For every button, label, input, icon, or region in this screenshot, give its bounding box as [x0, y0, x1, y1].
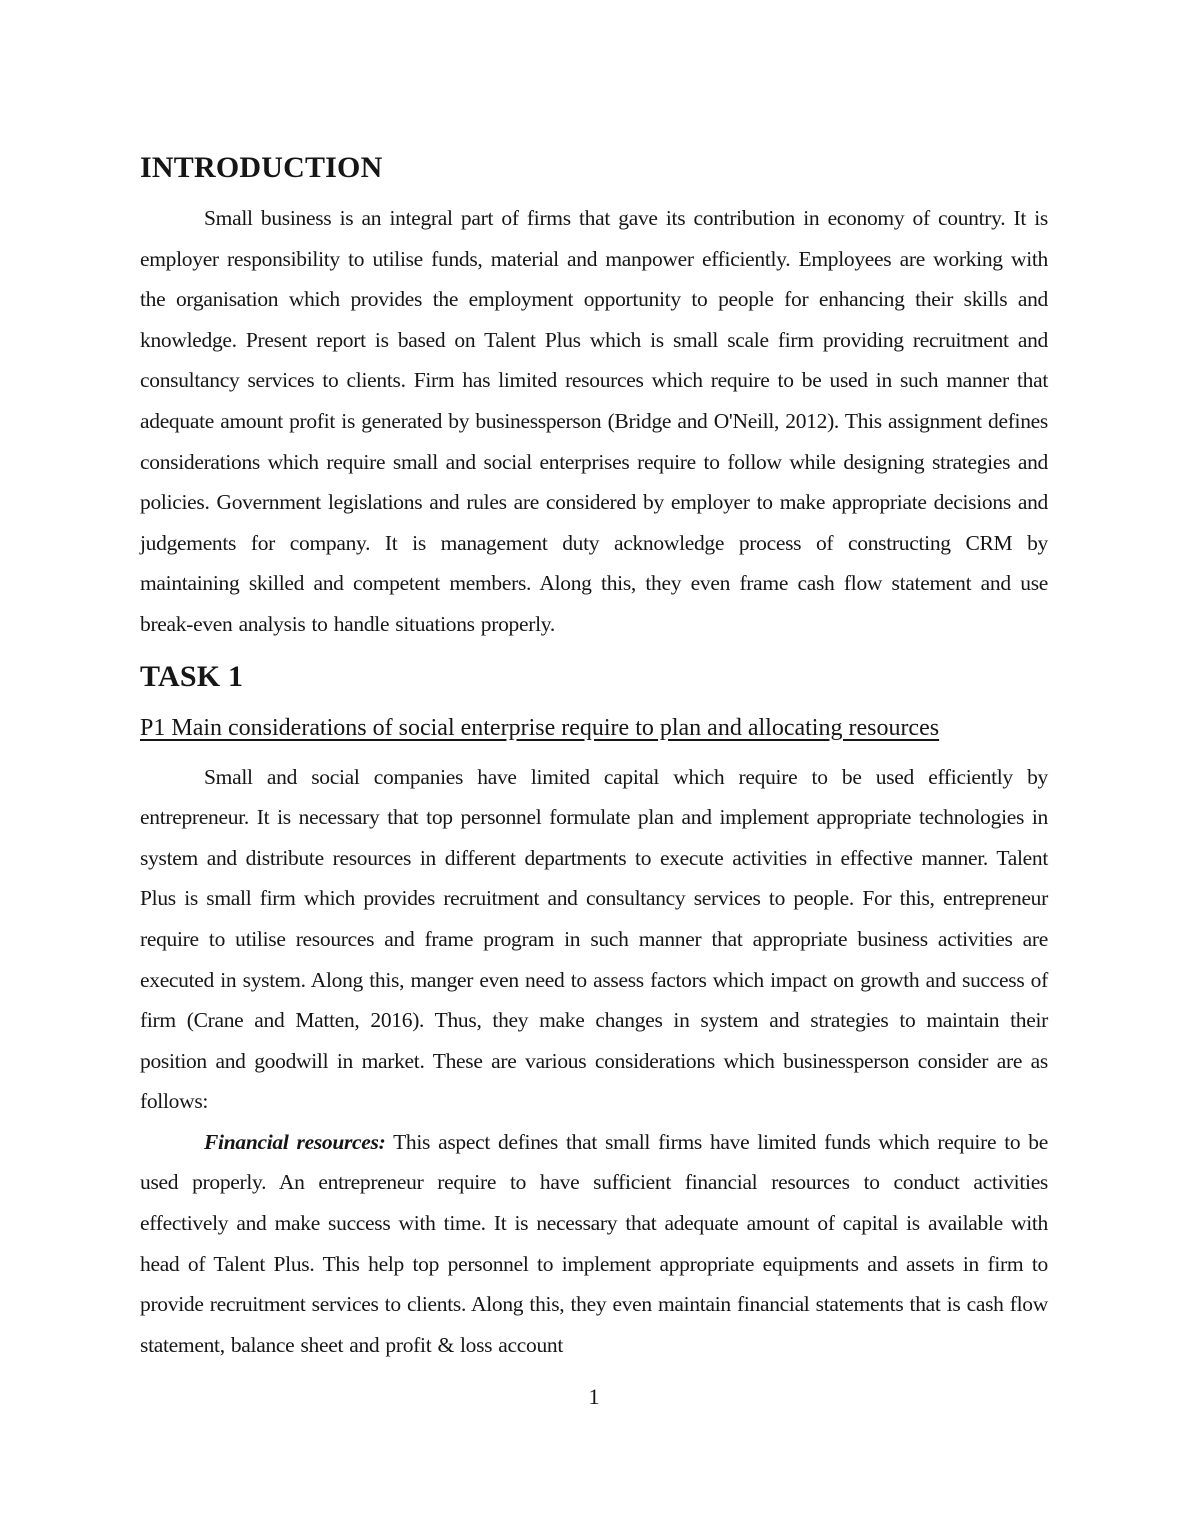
financial-resources-text: This aspect defines that small firms have limited funds which require to be used properly. An entrepreneur require to have sufficient financial resources to conduct activities effectively and make success with time. It is necessary that adequate amount of capital is available with head of Talent Plus. This help top personnel to implement appropriate equipments and assets in firm to provide recruitment services to clients. Along this, they even maintain financial statements that is cash flow statement, balance sheet and profit & loss account: [140, 1129, 1048, 1357]
heading-task-1: TASK 1: [140, 659, 244, 693]
paragraph-introduction: Small business is an integral part of firms that gave its contribution in economy of country. It is employer responsibility to utilise funds, material and manpower efficiently. Employees are working with the organisation which provides the employment opportunity to people for enhancing their skills and knowledge. Present report is based on Talent Plus which is small scale firm providing recruitment and consultancy services to clients. Firm has limited resources which require to be used in such manner that adequate amount profit is generated by businessperson (Bridge and O'Neill, 2012). This assignment defines considerations which require small and social enterprises require to follow while designing strategies and policies. Government legislations and rules are considered by employer to make appropriate decisions and judgements for company. It is management duty acknowledge process of constructing CRM by maintaining skilled and competent members. Along this, they even frame cash flow statement and use break-even analysis to handle situations properly.: [140, 206, 1048, 636]
subheading-p1: P1 Main considerations of social enterprise require to plan and allocating resources: [140, 714, 940, 741]
paragraph-financial-resources: [140, 1122, 1048, 1366]
page-number: 1: [588, 1384, 600, 1410]
page-footer: [140, 1383, 1048, 1411]
financial-resources-lead: Financial resources:: [204, 1129, 386, 1154]
heading-introduction: INTRODUCTION: [140, 151, 383, 184]
paragraph-p1-considerations: Small and social companies have limited capital which require to be used efficiently by entrepreneur. It is necessary that top personnel formulate plan and implement appropriate technologies in system and distribute resources in different departments to execute activities in effective manner. Talent Plus is small firm which provides recruitment and consultancy services to people. For this, entrepreneur require to utilise resources and frame program in such manner that appropriate business activities are executed in system. Along this, manger even need to assess factors which impact on growth and success of firm (Crane and Matten, 2016). Thus, they make changes in system and strategies to maintain their position and goodwill in market. These are various considerations which businessperson consider are as follows:: [140, 764, 1048, 1114]
